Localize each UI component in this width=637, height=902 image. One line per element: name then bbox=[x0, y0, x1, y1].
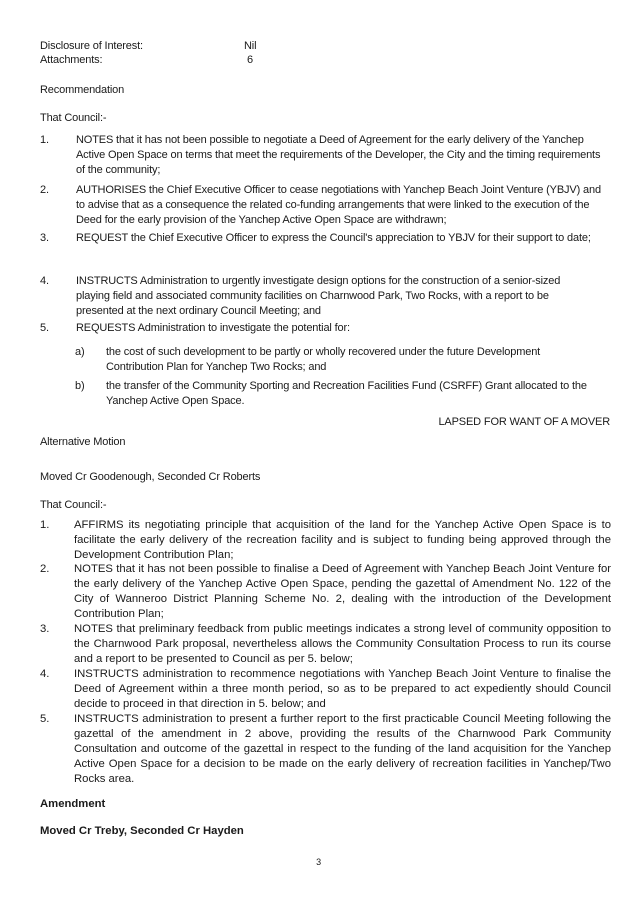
alternative-motion-heading: Alternative Motion bbox=[40, 436, 126, 448]
sub-item-label: b) bbox=[75, 380, 85, 392]
item-number: 5. bbox=[40, 322, 49, 334]
item-text: INSTRUCTS administration to recommence negotiations with Yanchep Beach Joint Venture to finalise the Deed of Agreement within a three month period, so as to be prepared to act expediently should Council decide to proceed in that direction in 5. below; and bbox=[74, 668, 611, 710]
item-text: AFFIRMS its negotiating principle that acquisition of the land for the Yanchep Active Open Space is to facilitate the early delivery of the recreation facility and is subject to funding being approved through the Development Contribution Plan; bbox=[74, 519, 611, 561]
recommendation-intro: That Council:- bbox=[40, 112, 107, 124]
item-number: 2. bbox=[40, 563, 50, 575]
amendment-mover: Moved Cr Treby, Seconded Cr Hayden bbox=[40, 825, 244, 837]
alternative-motion-intro: That Council:- bbox=[40, 499, 107, 511]
attachments-label: Attachments: bbox=[40, 54, 103, 66]
item-text: REQUESTS Administration to investigate the potential for: bbox=[76, 322, 350, 334]
sub-item-text: the cost of such development to be partly or wholly recovered under the future Development Contribution Plan for Yanchep Two Rocks; and bbox=[106, 346, 541, 373]
item-number: 1. bbox=[40, 134, 49, 146]
recommendation-heading: Recommendation bbox=[40, 84, 125, 96]
sub-item-text: the transfer of the Community Sporting and Recreation Facilities Fund (CSRFF) Grant allocated to the Yanchep Active Open Space. bbox=[106, 380, 587, 407]
item-text: NOTES that it has not been possible to finalise a Deed of Agreement with Yanchep Beach Joint Venture for the early delivery of the Yanchep Active Open Space, pending the gazettal of Amendment No. 122 of the City of Wanneroo District Planning Scheme No. 2, dealing with the introduction of the Development Contribution Plan; bbox=[74, 563, 611, 620]
sub-item-label: a) bbox=[75, 346, 85, 358]
attachments-value: 6 bbox=[247, 54, 253, 66]
item-text: AUTHORISES the Chief Executive Officer to cease negotiations with Yanchep Beach Joint Venture (YBJV) and to advise that as a consequence the related co-funding arrangements that were linked to the execution of the Deed for the early provision of the Yanchep Active Open Space are withdrawn; bbox=[76, 184, 601, 226]
disclosure-value: Nil bbox=[244, 40, 257, 52]
item-number: 4. bbox=[40, 668, 50, 680]
item-text: INSTRUCTS administration to present a further report to the first practicable Council Meeting following the gazettal of the amendment in 2 above, providing the results of the Charnwood Park Community Consultation and outcome of the gazettal in respect to the funding of the land acquisition for the Yanchep Active Open Space for a decision to be made on the early delivery of recreation facilities in Yanchep/Two Rocks area. bbox=[74, 713, 611, 785]
lapsed-status: LAPSED FOR WANT OF A MOVER bbox=[438, 416, 610, 428]
disclosure-label: Disclosure of Interest: bbox=[40, 40, 143, 52]
item-number: 4. bbox=[40, 275, 49, 287]
item-text: NOTES that it has not been possible to negotiate a Deed of Agreement for the early delivery of the Yanchep Active Open Space on terms that meet the requirements of the Developer, the City and the timing requirements of the community; bbox=[76, 134, 601, 176]
item-text: NOTES that preliminary feedback from public meetings indicates a strong level of community opposition to the Charnwood Park proposal, nevertheless allows the Community Consultation Process to run its course and a report to be presented to Council as per 5. below; bbox=[74, 623, 611, 665]
amendment-heading: Amendment bbox=[40, 798, 106, 810]
item-number: 1. bbox=[40, 519, 50, 531]
item-number: 3. bbox=[40, 623, 50, 635]
item-text: REQUEST the Chief Executive Officer to express the Council's appreciation to YBJV for their support to date; bbox=[76, 232, 591, 244]
item-number: 2. bbox=[40, 184, 49, 196]
alternative-motion-mover: Moved Cr Goodenough, Seconded Cr Roberts bbox=[40, 471, 261, 483]
item-number: 5. bbox=[40, 713, 50, 725]
page-number: 3 bbox=[316, 857, 321, 867]
item-text: INSTRUCTS Administration to urgently investigate design options for the construction of a senior-sized playing field and associated community facilities on Charnwood Park, Two Rocks, with a report to be presented at the next ordinary Council Meeting; and bbox=[76, 275, 561, 317]
item-number: 3. bbox=[40, 232, 49, 244]
